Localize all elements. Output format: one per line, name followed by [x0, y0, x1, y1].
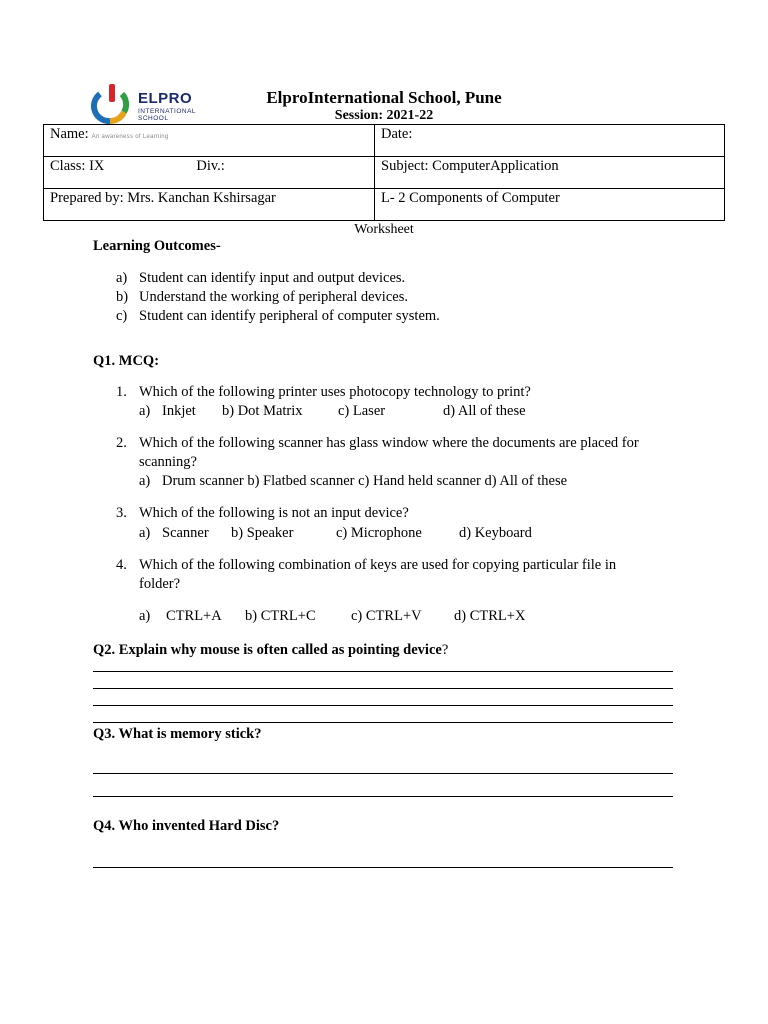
question-number: 2. [116, 435, 127, 451]
answer-line[interactable] [93, 796, 673, 797]
option-marker: a) [139, 608, 151, 624]
subject-label: Subject: ComputerApplication [381, 158, 559, 174]
q3-question: Q3. What is memory stick? [93, 726, 262, 742]
div-label: Div.: [196, 158, 225, 174]
list-item: b) [116, 289, 129, 305]
option-a: CTRL+A [166, 608, 222, 624]
option-marker: a) [139, 403, 151, 419]
option-b: b) Dot Matrix [222, 403, 303, 419]
option-a: Scanner [162, 525, 209, 541]
learning-outcomes-heading: Learning Outcomes- [93, 238, 221, 254]
date-label: Date: [381, 126, 413, 142]
answer-line[interactable] [93, 671, 673, 672]
name-faint-text: An awareness of Learning [91, 134, 169, 140]
option-d: d) CTRL+X [454, 608, 526, 624]
date-cell[interactable] [375, 125, 725, 157]
option-b: b) CTRL+C [245, 608, 316, 624]
session-label: Session: 2021-22 [334, 108, 434, 123]
prepared-by-cell [44, 189, 375, 221]
school-title: ElproInternational School, Pune [266, 88, 502, 107]
option-c: c) CTRL+V [351, 608, 422, 624]
logo-subtitle: INTERNATIONAL SCHOOL [138, 108, 197, 122]
subject-cell [375, 157, 725, 189]
q4-question: Q4. Who invented Hard Disc? [93, 818, 280, 834]
lesson-cell [375, 189, 725, 221]
list-item: a) [116, 270, 128, 286]
q1-heading: Q1. MCQ: [93, 353, 160, 369]
option-b: b) Speaker [231, 525, 294, 541]
question-text: Which of the following is not an input device? [139, 505, 409, 521]
list-item-text: Student can identify peripheral of computer system. [139, 308, 440, 324]
question-number: 3. [116, 505, 127, 521]
class-label: Class: IX [50, 158, 105, 174]
answer-line[interactable] [93, 688, 673, 689]
answer-line[interactable] [93, 867, 673, 868]
question-number: 4. [116, 557, 127, 573]
question-text: Which of the following scanner has glass window where the documents are placed for [139, 435, 639, 451]
question-text: Which of the following combination of keys are used for copying particular file in [139, 557, 617, 573]
worksheet-label: Worksheet [354, 222, 414, 237]
question-number: 1. [116, 384, 127, 400]
prepared-by-label: Prepared by: Mrs. Kanchan Kshirsagar [50, 190, 276, 206]
question-text: Which of the following printer uses photocopy technology to print? [139, 384, 531, 400]
option-d: d) All of these [443, 403, 526, 419]
logo-name: ELPRO [138, 90, 193, 107]
option-d: d) Keyboard [459, 525, 532, 541]
list-item: c) [116, 308, 128, 324]
option-c: c) Laser [338, 403, 386, 419]
q2-question: Q2. Explain why mouse is often called as pointing device? [93, 642, 449, 658]
options-line: Drum scanner b) Flatbed scanner c) Hand held scanner d) All of these [162, 473, 568, 489]
option-marker: a) [139, 525, 151, 541]
list-item-text: Student can identify input and output devices. [139, 270, 406, 286]
answer-line[interactable] [93, 705, 673, 706]
name-label: Name: [50, 126, 89, 142]
answer-line[interactable] [93, 722, 673, 723]
info-table [43, 124, 725, 221]
lesson-label: L- 2 Components of Computer [381, 190, 560, 206]
answer-line[interactable] [93, 773, 673, 774]
option-marker: a) [139, 473, 151, 489]
name-cell[interactable] [44, 125, 375, 157]
question-text-cont: folder? [139, 576, 181, 592]
question-text-cont: scanning? [139, 454, 197, 470]
option-c: c) Microphone [336, 525, 422, 541]
class-cell[interactable] [44, 157, 375, 189]
option-a: Inkjet [162, 403, 196, 419]
list-item-text: Understand the working of peripheral devices. [139, 289, 408, 305]
